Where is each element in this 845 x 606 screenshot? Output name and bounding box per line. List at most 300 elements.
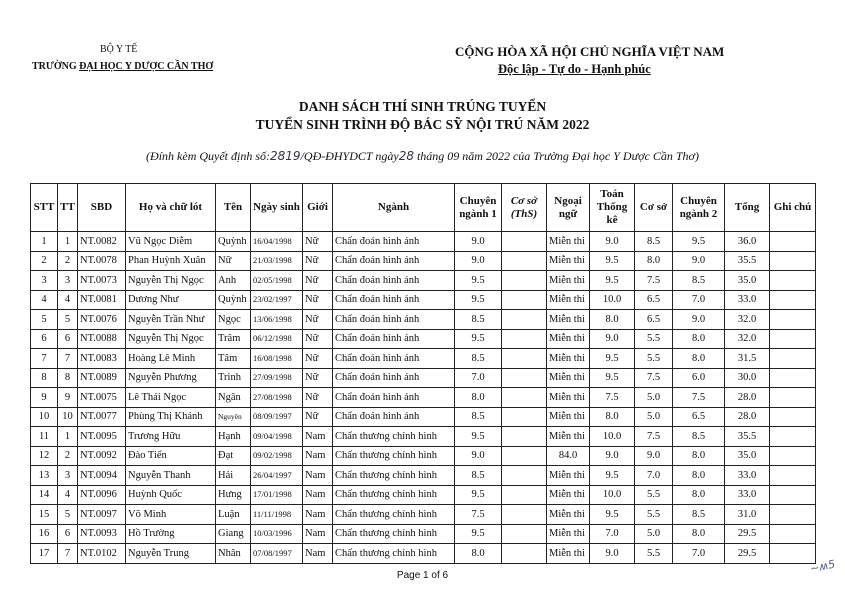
row-first-name: Giang xyxy=(216,524,251,544)
row-basic: 5.0 xyxy=(635,524,673,544)
row-foreign-language: Miễn thi xyxy=(547,505,590,525)
row-specialty-1: 7.5 xyxy=(455,505,502,525)
row-first-name: Ngân xyxy=(216,388,251,408)
row-basic-ths xyxy=(502,271,547,291)
row-sbd: NT.0097 xyxy=(78,505,126,525)
table-row xyxy=(31,388,816,408)
row-math-statistics: 9.5 xyxy=(590,349,635,369)
table-row xyxy=(31,349,816,369)
row-sbd: NT.0081 xyxy=(78,290,126,310)
row-stt: 1 xyxy=(31,232,58,252)
row-major: Chấn thương chỉnh hình xyxy=(333,544,455,564)
header-foreign-language: Ngoại ngữ xyxy=(547,184,590,232)
row-basic-ths xyxy=(502,407,547,427)
row-specialty-2: 6.5 xyxy=(673,407,725,427)
header-gender: Giới xyxy=(303,184,333,232)
row-birth-date: 23/02/1997 xyxy=(251,290,303,310)
row-basic: 5.0 xyxy=(635,407,673,427)
row-tt: 6 xyxy=(58,524,78,544)
row-foreign-language: 84.0 xyxy=(547,446,590,466)
row-notes xyxy=(770,271,816,291)
decision-prefix: (Đính kèm Quyết định số: xyxy=(146,149,271,163)
row-specialty-1: 9.5 xyxy=(455,485,502,505)
row-first-name: Luận xyxy=(216,505,251,525)
table-row xyxy=(31,329,816,349)
row-major: Chấn thương chỉnh hình xyxy=(333,427,455,447)
row-major: Chẩn đoán hình ảnh xyxy=(333,251,455,271)
row-tt: 4 xyxy=(58,485,78,505)
decision-day: 28 xyxy=(398,149,414,163)
row-foreign-language: Miễn thi xyxy=(547,368,590,388)
row-total: 33.0 xyxy=(725,466,770,486)
row-stt: 8 xyxy=(31,368,58,388)
header-major: Ngành xyxy=(333,184,455,232)
row-total: 29.5 xyxy=(725,524,770,544)
row-sbd: NT.0078 xyxy=(78,251,126,271)
table-row xyxy=(31,485,816,505)
row-specialty-1: 8.5 xyxy=(455,310,502,330)
row-first-name: Hạnh xyxy=(216,427,251,447)
school-prefix: TRƯỜNG xyxy=(32,61,77,72)
row-total: 28.0 xyxy=(725,388,770,408)
row-basic-ths xyxy=(502,232,547,252)
row-math-statistics: 10.0 xyxy=(590,290,635,310)
row-stt: 14 xyxy=(31,485,58,505)
row-basic-ths xyxy=(502,485,547,505)
row-full-name: Lê Thái Ngọc xyxy=(126,388,216,408)
row-math-statistics: 9.0 xyxy=(590,232,635,252)
row-sbd: NT.0093 xyxy=(78,524,126,544)
row-birth-date: 21/03/1998 xyxy=(251,251,303,271)
row-gender: Nam xyxy=(303,485,333,505)
row-major: Chẩn đoán hình ảnh xyxy=(333,329,455,349)
row-birth-date: 27/09/1998 xyxy=(251,368,303,388)
row-specialty-2: 8.5 xyxy=(673,271,725,291)
school-name xyxy=(32,61,213,72)
row-foreign-language: Miễn thi xyxy=(547,485,590,505)
row-stt: 12 xyxy=(31,446,58,466)
row-basic-ths xyxy=(502,310,547,330)
row-specialty-2: 8.5 xyxy=(673,427,725,447)
row-first-name: Đạt xyxy=(216,446,251,466)
decision-mid: /QĐ-ĐHYDCT ngày xyxy=(300,149,399,163)
row-specialty-2: 7.0 xyxy=(673,290,725,310)
row-sbd: NT.0082 xyxy=(78,232,126,252)
row-sbd: NT.0094 xyxy=(78,466,126,486)
row-tt: 7 xyxy=(58,349,78,369)
row-full-name: Vũ Ngọc Diễm xyxy=(126,232,216,252)
row-math-statistics: 8.0 xyxy=(590,407,635,427)
header-math-statistics: Toán Thống kê xyxy=(590,184,635,232)
row-basic-ths xyxy=(502,388,547,408)
decision-reference xyxy=(0,149,845,164)
row-basic: 6.5 xyxy=(635,310,673,330)
row-basic: 5.5 xyxy=(635,544,673,564)
row-basic-ths xyxy=(502,290,547,310)
row-specialty-1: 8.0 xyxy=(455,388,502,408)
row-full-name: Phùng Thị Khánh xyxy=(126,407,216,427)
row-total: 33.0 xyxy=(725,485,770,505)
row-gender: Nữ xyxy=(303,310,333,330)
row-notes xyxy=(770,368,816,388)
decision-suffix: tháng 09 năm 2022 của Trường Đại học Y Dược Cần Thơ) xyxy=(413,149,699,163)
row-specialty-1: 9.5 xyxy=(455,290,502,310)
row-stt: 16 xyxy=(31,524,58,544)
row-notes xyxy=(770,524,816,544)
row-notes xyxy=(770,232,816,252)
row-foreign-language: Miễn thi xyxy=(547,329,590,349)
row-foreign-language: Miễn thi xyxy=(547,407,590,427)
row-stt: 7 xyxy=(31,349,58,369)
table-row xyxy=(31,232,816,252)
row-math-statistics: 9.5 xyxy=(590,505,635,525)
row-gender: Nam xyxy=(303,446,333,466)
row-specialty-2: 8.0 xyxy=(673,524,725,544)
row-total: 33.0 xyxy=(725,290,770,310)
row-notes xyxy=(770,427,816,447)
row-specialty-1: 7.0 xyxy=(455,368,502,388)
row-major: Chấn thương chỉnh hình xyxy=(333,524,455,544)
table-row xyxy=(31,290,816,310)
row-notes xyxy=(770,329,816,349)
row-birth-date: 09/04/1998 xyxy=(251,427,303,447)
row-full-name: Đào Tiến xyxy=(126,446,216,466)
row-sbd: NT.0095 xyxy=(78,427,126,447)
row-birth-date: 27/08/1998 xyxy=(251,388,303,408)
table-row xyxy=(31,310,816,330)
row-major: Chấn thương chỉnh hình xyxy=(333,446,455,466)
row-specialty-1: 9.5 xyxy=(455,524,502,544)
results-table xyxy=(30,183,816,564)
row-specialty-2: 9.5 xyxy=(673,232,725,252)
row-birth-date: 10/03/1996 xyxy=(251,524,303,544)
decision-number: 2819 xyxy=(270,149,301,163)
row-specialty-2: 7.5 xyxy=(673,388,725,408)
row-basic-ths xyxy=(502,544,547,564)
row-gender: Nữ xyxy=(303,329,333,349)
row-gender: Nữ xyxy=(303,290,333,310)
document-subtitle: TUYỂN SINH TRÌNH ĐỘ BÁC SỸ NỘI TRÚ NĂM 2022 xyxy=(255,117,590,132)
row-notes xyxy=(770,466,816,486)
row-full-name: Nguyễn Trung xyxy=(126,544,216,564)
row-sbd: NT.0096 xyxy=(78,485,126,505)
table-row xyxy=(31,466,816,486)
row-tt: 5 xyxy=(58,505,78,525)
row-birth-date: 17/01/1998 xyxy=(251,485,303,505)
row-basic: 6.5 xyxy=(635,290,673,310)
row-tt: 7 xyxy=(58,544,78,564)
row-specialty-1: 8.5 xyxy=(455,466,502,486)
header-full-name: Họ và chữ lót xyxy=(126,184,216,232)
row-total: 31.0 xyxy=(725,505,770,525)
row-major: Chấn thương chỉnh hình xyxy=(333,466,455,486)
row-notes xyxy=(770,485,816,505)
page-number: Page 1 of 6 xyxy=(396,570,449,581)
row-specialty-2: 6.0 xyxy=(673,368,725,388)
row-sbd: NT.0083 xyxy=(78,349,126,369)
row-basic: 5.0 xyxy=(635,388,673,408)
row-first-name: Ngọc xyxy=(216,310,251,330)
header-basic: Cơ sở xyxy=(635,184,673,232)
row-math-statistics: 7.0 xyxy=(590,524,635,544)
row-full-name: Trương Hữu xyxy=(126,427,216,447)
row-tt: 3 xyxy=(58,271,78,291)
row-tt: 4 xyxy=(58,290,78,310)
row-math-statistics: 10.0 xyxy=(590,427,635,447)
header-total: Tổng xyxy=(725,184,770,232)
row-birth-date: 07/08/1997 xyxy=(251,544,303,564)
row-specialty-2: 8.0 xyxy=(673,466,725,486)
row-gender: Nữ xyxy=(303,349,333,369)
row-basic: 7.5 xyxy=(635,271,673,291)
republic-heading: CỘNG HÒA XÃ HỘI CHỦ NGHĨA VIỆT NAM xyxy=(455,44,725,59)
row-birth-date: 02/05/1998 xyxy=(251,271,303,291)
row-birth-date: 16/08/1998 xyxy=(251,349,303,369)
row-notes xyxy=(770,251,816,271)
header-specialty-1: Chuyên ngành 1 xyxy=(455,184,502,232)
row-basic-ths xyxy=(502,427,547,447)
row-gender: Nam xyxy=(303,466,333,486)
row-math-statistics: 9.5 xyxy=(590,251,635,271)
header-sbd: SBD xyxy=(78,184,126,232)
row-specialty-2: 9.0 xyxy=(673,310,725,330)
row-math-statistics: 10.0 xyxy=(590,485,635,505)
row-foreign-language: Miễn thi xyxy=(547,427,590,447)
header-first-name: Tên xyxy=(216,184,251,232)
row-specialty-1: 8.5 xyxy=(455,407,502,427)
row-sbd: NT.0088 xyxy=(78,329,126,349)
row-gender: Nữ xyxy=(303,388,333,408)
row-math-statistics: 9.5 xyxy=(590,368,635,388)
row-tt: 9 xyxy=(58,388,78,408)
row-birth-date: 16/04/1998 xyxy=(251,232,303,252)
row-total: 32.0 xyxy=(725,310,770,330)
row-first-name: Tâm xyxy=(216,349,251,369)
row-birth-date: 08/09/1997 xyxy=(251,407,303,427)
row-full-name: Hoàng Lê Minh xyxy=(126,349,216,369)
document-title: DANH SÁCH THÍ SINH TRÚNG TUYỂN xyxy=(298,99,547,114)
ministry-name: BỘ Y TẾ xyxy=(100,44,138,55)
row-first-name: Hải xyxy=(216,466,251,486)
row-full-name: Nguyễn Thị Ngọc xyxy=(126,271,216,291)
row-tt: 6 xyxy=(58,329,78,349)
row-first-name: Quỳnh xyxy=(216,290,251,310)
row-stt: 10 xyxy=(31,407,58,427)
row-basic: 7.5 xyxy=(635,368,673,388)
table-row xyxy=(31,251,816,271)
row-stt: 5 xyxy=(31,310,58,330)
row-stt: 6 xyxy=(31,329,58,349)
header-notes: Ghi chú xyxy=(770,184,816,232)
row-specialty-1: 9.0 xyxy=(455,232,502,252)
row-total: 30.0 xyxy=(725,368,770,388)
table-row xyxy=(31,524,816,544)
row-total: 35.0 xyxy=(725,271,770,291)
row-gender: Nam xyxy=(303,505,333,525)
row-basic: 9.0 xyxy=(635,446,673,466)
row-foreign-language: Miễn thi xyxy=(547,524,590,544)
table-row xyxy=(31,446,816,466)
row-gender: Nữ xyxy=(303,232,333,252)
row-total: 35.5 xyxy=(725,251,770,271)
table-row xyxy=(31,271,816,291)
row-first-name: Nhân xyxy=(216,544,251,564)
row-total: 35.0 xyxy=(725,446,770,466)
row-stt: 11 xyxy=(31,427,58,447)
row-basic-ths xyxy=(502,505,547,525)
row-first-name: Nữ xyxy=(216,251,251,271)
row-gender: Nam xyxy=(303,544,333,564)
row-gender: Nữ xyxy=(303,407,333,427)
row-foreign-language: Miễn thi xyxy=(547,310,590,330)
row-basic-ths xyxy=(502,251,547,271)
row-major: Chẩn đoán hình ảnh xyxy=(333,310,455,330)
row-stt: 17 xyxy=(31,544,58,564)
row-basic-ths xyxy=(502,524,547,544)
row-stt: 13 xyxy=(31,466,58,486)
header-basic-ths: Cơ sở (ThS) xyxy=(502,184,547,232)
row-birth-date: 26/04/1997 xyxy=(251,466,303,486)
row-basic: 7.5 xyxy=(635,427,673,447)
row-stt: 9 xyxy=(31,388,58,408)
row-sbd: NT.0077 xyxy=(78,407,126,427)
row-specialty-1: 9.5 xyxy=(455,329,502,349)
row-math-statistics: 8.0 xyxy=(590,310,635,330)
row-basic-ths xyxy=(502,349,547,369)
row-foreign-language: Miễn thi xyxy=(547,466,590,486)
row-basic: 5.5 xyxy=(635,505,673,525)
row-foreign-language: Miễn thi xyxy=(547,544,590,564)
table-row xyxy=(31,544,816,564)
row-foreign-language: Miễn thi xyxy=(547,232,590,252)
row-sbd: NT.0075 xyxy=(78,388,126,408)
row-major: Chẩn đoán hình ảnh xyxy=(333,407,455,427)
row-tt: 5 xyxy=(58,310,78,330)
row-sbd: NT.0089 xyxy=(78,368,126,388)
row-specialty-2: 9.0 xyxy=(673,251,725,271)
row-sbd: NT.0092 xyxy=(78,446,126,466)
row-major: Chấn thương chỉnh hình xyxy=(333,485,455,505)
header-birth-date: Ngày sinh xyxy=(251,184,303,232)
row-math-statistics: 9.5 xyxy=(590,466,635,486)
row-gender: Nữ xyxy=(303,368,333,388)
row-stt: 2 xyxy=(31,251,58,271)
row-foreign-language: Miễn thi xyxy=(547,290,590,310)
row-first-name: Nguyên xyxy=(216,407,251,427)
row-major: Chấn thương chỉnh hình xyxy=(333,505,455,525)
row-specialty-2: 8.0 xyxy=(673,329,725,349)
row-foreign-language: Miễn thi xyxy=(547,271,590,291)
row-foreign-language: Miễn thi xyxy=(547,349,590,369)
row-total: 28.0 xyxy=(725,407,770,427)
row-major: Chẩn đoán hình ảnh xyxy=(333,388,455,408)
row-first-name: Trâm xyxy=(216,329,251,349)
row-full-name: Nguyễn Thanh xyxy=(126,466,216,486)
row-basic-ths xyxy=(502,446,547,466)
row-major: Chẩn đoán hình ảnh xyxy=(333,232,455,252)
row-tt: 8 xyxy=(58,368,78,388)
row-full-name: Nguyễn Thị Ngọc xyxy=(126,329,216,349)
row-specialty-2: 8.0 xyxy=(673,446,725,466)
row-notes xyxy=(770,349,816,369)
row-tt: 10 xyxy=(58,407,78,427)
row-first-name: Hưng xyxy=(216,485,251,505)
header-specialty-2: Chuyên ngành 2 xyxy=(673,184,725,232)
row-specialty-1: 9.0 xyxy=(455,446,502,466)
row-math-statistics: 9.5 xyxy=(590,271,635,291)
row-basic-ths xyxy=(502,329,547,349)
row-full-name: Võ Minh xyxy=(126,505,216,525)
row-major: Chẩn đoán hình ảnh xyxy=(333,368,455,388)
row-full-name: Hồ Trường xyxy=(126,524,216,544)
row-notes xyxy=(770,544,816,564)
row-specialty-2: 8.0 xyxy=(673,349,725,369)
row-major: Chẩn đoán hình ảnh xyxy=(333,349,455,369)
row-stt: 15 xyxy=(31,505,58,525)
row-sbd: NT.0076 xyxy=(78,310,126,330)
row-major: Chẩn đoán hình ảnh xyxy=(333,290,455,310)
row-total: 29.5 xyxy=(725,544,770,564)
row-specialty-1: 9.5 xyxy=(455,271,502,291)
row-tt: 1 xyxy=(58,427,78,447)
row-stt: 3 xyxy=(31,271,58,291)
row-total: 31.5 xyxy=(725,349,770,369)
row-full-name: Dương Như xyxy=(126,290,216,310)
row-tt: 2 xyxy=(58,446,78,466)
row-gender: Nam xyxy=(303,427,333,447)
table-row xyxy=(31,407,816,427)
row-specialty-2: 8.0 xyxy=(673,485,725,505)
row-math-statistics: 7.5 xyxy=(590,388,635,408)
row-tt: 2 xyxy=(58,251,78,271)
row-total: 32.0 xyxy=(725,329,770,349)
row-full-name: Nguyễn Phương xyxy=(126,368,216,388)
row-first-name: Trinh xyxy=(216,368,251,388)
row-math-statistics: 9.0 xyxy=(590,446,635,466)
row-full-name: Huỳnh Quốc xyxy=(126,485,216,505)
table-header-row xyxy=(31,184,816,232)
row-first-name: Quỳnh xyxy=(216,232,251,252)
national-motto: Độc lập - Tự do - Hạnh phúc xyxy=(498,62,651,76)
row-specialty-2: 8.5 xyxy=(673,505,725,525)
row-math-statistics: 9.0 xyxy=(590,544,635,564)
row-total: 36.0 xyxy=(725,232,770,252)
row-major: Chẩn đoán hình ảnh xyxy=(333,271,455,291)
row-tt: 1 xyxy=(58,232,78,252)
table-row xyxy=(31,427,816,447)
row-specialty-1: 8.0 xyxy=(455,544,502,564)
row-basic: 7.0 xyxy=(635,466,673,486)
row-sbd: NT.0073 xyxy=(78,271,126,291)
row-basic: 5.5 xyxy=(635,349,673,369)
row-sbd: NT.0102 xyxy=(78,544,126,564)
row-gender: Nữ xyxy=(303,251,333,271)
row-specialty-1: 9.5 xyxy=(455,427,502,447)
table-row xyxy=(31,368,816,388)
row-basic: 5.5 xyxy=(635,485,673,505)
row-foreign-language: Miễn thi xyxy=(547,388,590,408)
row-specialty-1: 8.5 xyxy=(455,349,502,369)
row-basic-ths xyxy=(502,466,547,486)
row-birth-date: 11/11/1998 xyxy=(251,505,303,525)
initials-signature: ~ʍ5 xyxy=(808,557,837,576)
row-basic-ths xyxy=(502,368,547,388)
table-row xyxy=(31,505,816,525)
row-math-statistics: 9.0 xyxy=(590,329,635,349)
row-tt: 3 xyxy=(58,466,78,486)
row-basic: 8.5 xyxy=(635,232,673,252)
row-first-name: Anh xyxy=(216,271,251,291)
